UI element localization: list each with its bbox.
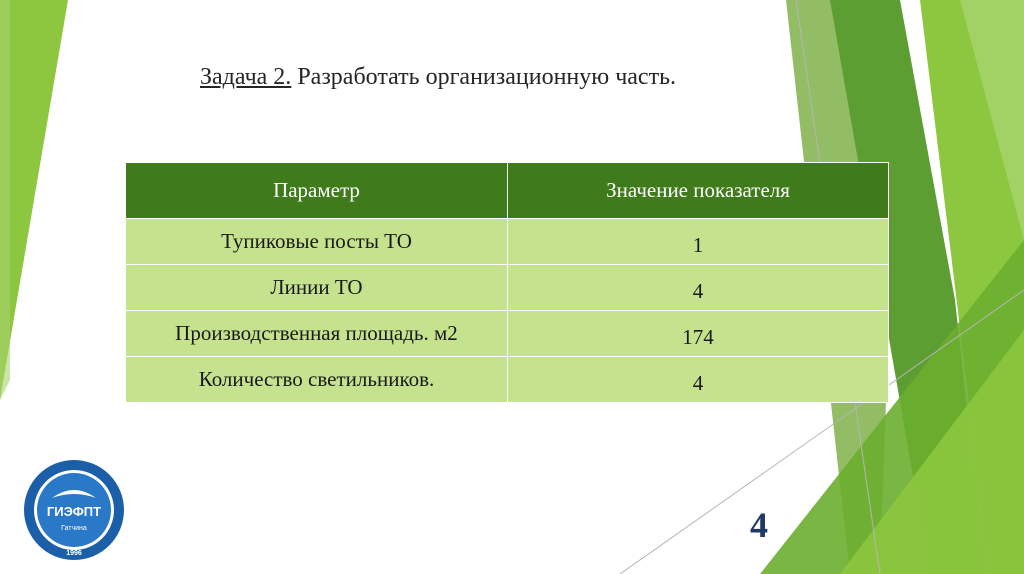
page-number: 4 — [750, 505, 768, 545]
logo-city: Гатчина — [61, 525, 87, 532]
task-text: Разработать организационную часть. — [291, 64, 677, 90]
value-cell: 4 — [508, 357, 889, 403]
value-cell: 174 — [508, 311, 889, 357]
value-cell: 4 — [508, 265, 889, 311]
header-value: Значение показателя — [508, 163, 889, 219]
left-green-triangle — [0, 0, 68, 400]
param-cell: Тупиковые посты ТО — [126, 219, 508, 265]
param-cell: Количество светильников. — [126, 357, 508, 403]
task-label: Задача 2. — [200, 64, 292, 90]
parameters-table — [125, 162, 889, 403]
logo-year: 1996 — [66, 550, 82, 557]
left-green-strip — [0, 0, 10, 400]
header-parameter: Параметр — [126, 163, 508, 219]
slide-title — [200, 64, 676, 91]
logo-name: ГИЭФПТ — [46, 504, 102, 519]
table-row — [126, 265, 889, 311]
param-cell: Линии ТО — [126, 265, 508, 311]
table-row — [126, 357, 889, 403]
table-row — [126, 219, 889, 265]
param-cell: Производственная площадь. м2 — [126, 311, 508, 357]
value-cell: 1 — [508, 219, 889, 265]
institute-logo — [22, 458, 126, 562]
table-header-row — [126, 163, 889, 219]
table-row — [126, 311, 889, 357]
